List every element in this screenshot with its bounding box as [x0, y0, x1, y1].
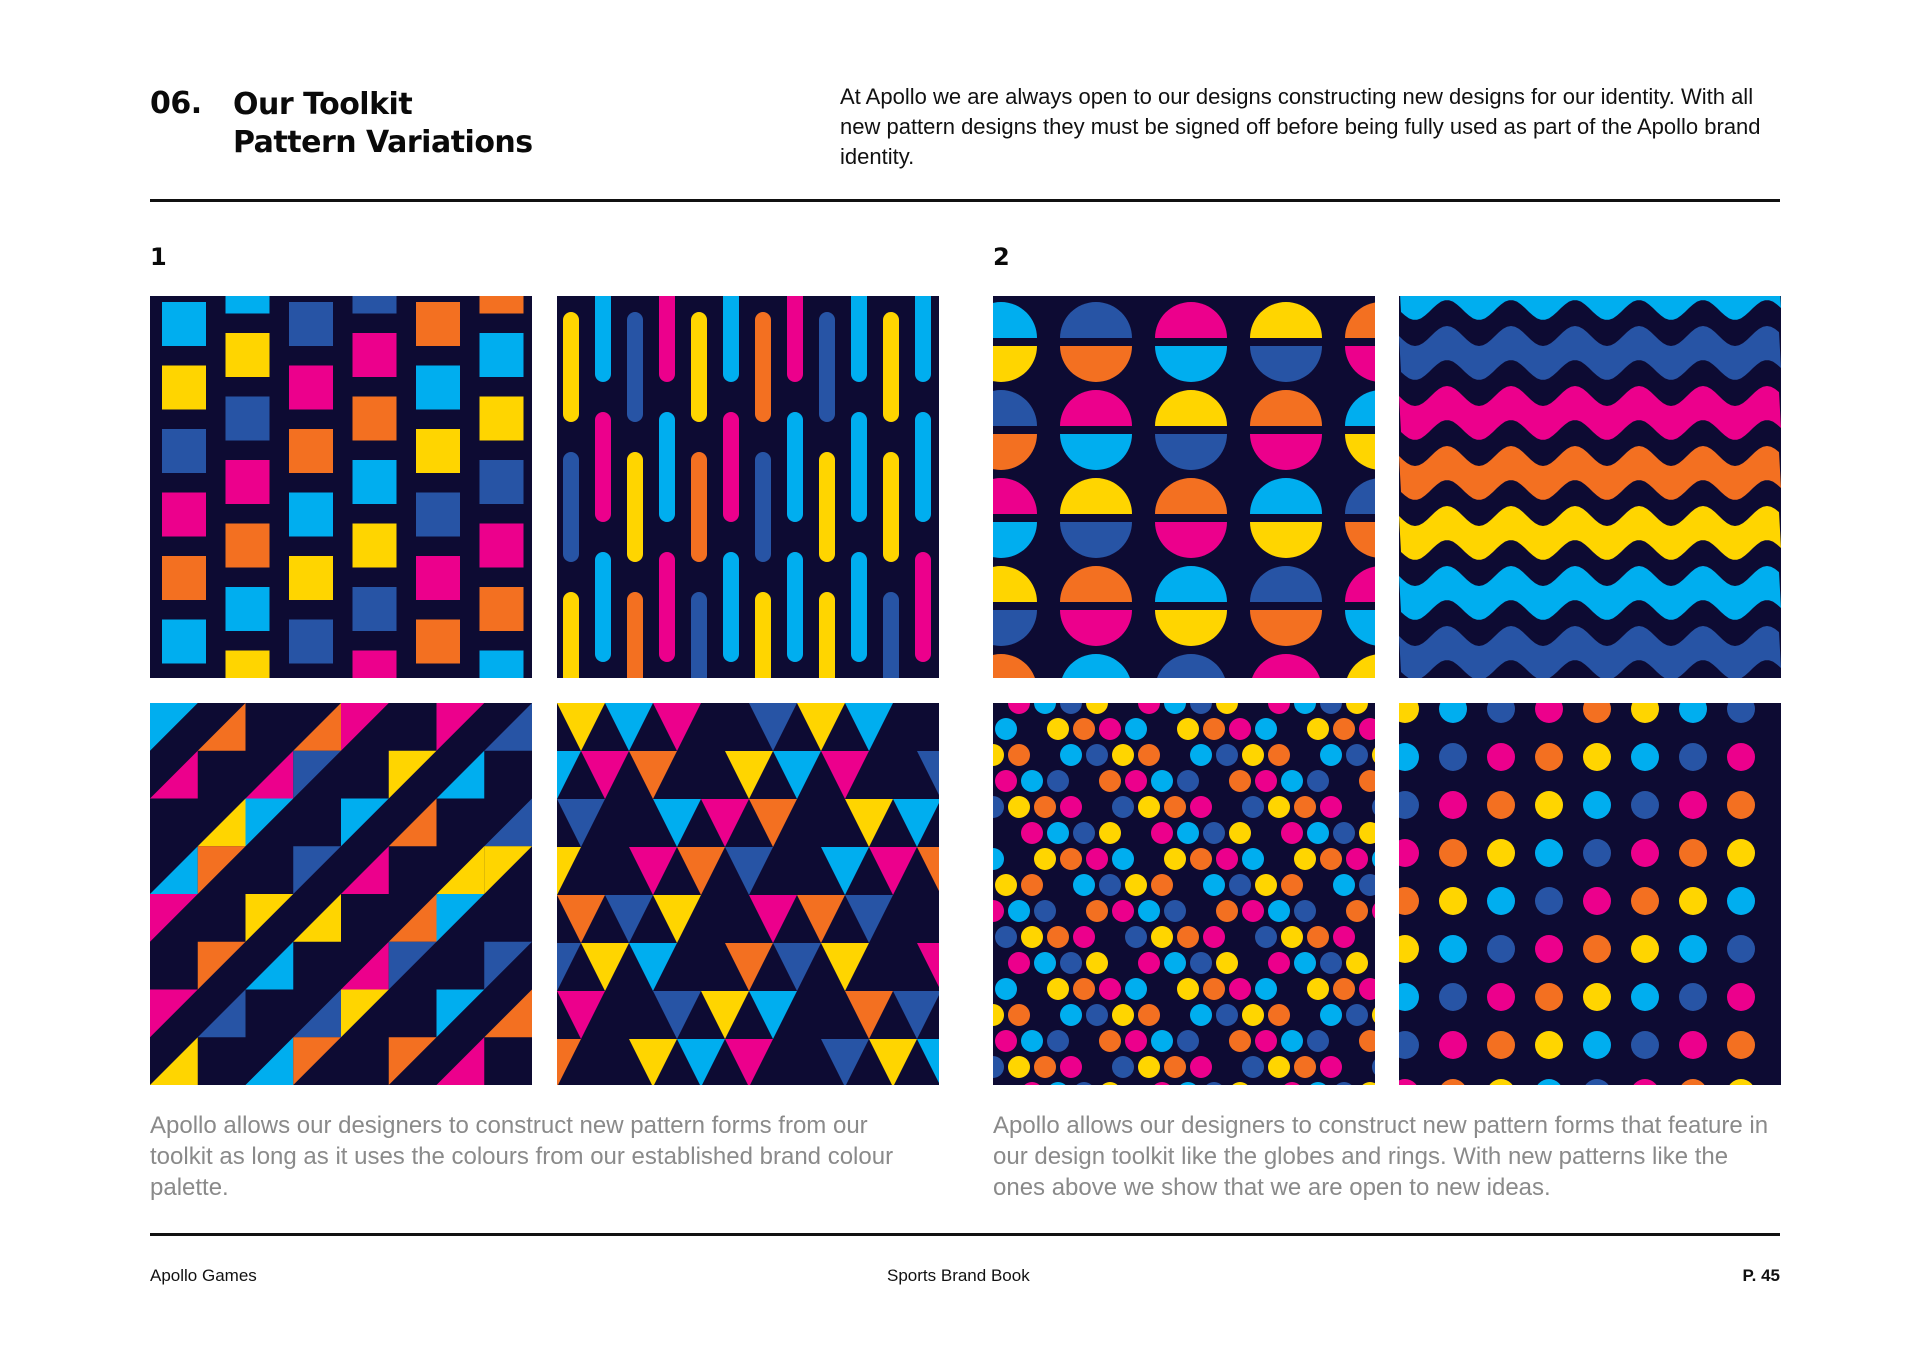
caption-group-1: Apollo allows our designers to construct new pattern forms from our toolkit as long as it uses the colours from our established brand colour palette. [150, 1112, 894, 1201]
pattern-graphic [557, 703, 939, 1085]
group-label-1: 1 [150, 243, 167, 271]
page-title-line-1: Our Toolkit [233, 87, 413, 122]
page-number: P. 45 [1742, 1266, 1780, 1285]
pattern-right-triangles [150, 703, 532, 1085]
group-label-2: 2 [993, 243, 1010, 271]
footer-brand: Apollo Games [150, 1266, 257, 1285]
pattern-scattered-dots [993, 703, 1375, 1085]
pattern-triangles [557, 703, 939, 1085]
pattern-graphic [1399, 296, 1781, 678]
pattern-graphic [1399, 703, 1781, 1085]
page-title-line-2: Pattern Variations [233, 125, 533, 160]
pattern-graphic [993, 296, 1375, 678]
pattern-semicircles [993, 296, 1375, 678]
pattern-grid-dots [1399, 703, 1781, 1085]
pattern-graphic [150, 703, 532, 1085]
footer-book-title: Sports Brand Book [887, 1266, 1030, 1285]
pattern-graphic [557, 296, 939, 678]
pattern-graphic [993, 703, 1375, 1085]
footer-divider [150, 1233, 1780, 1236]
intro-paragraph: At Apollo we are always open to our designs constructing new designs for our identity. With all new pattern designs they must be signed off before being fully used as part of the Apollo brand identity. [840, 84, 1761, 169]
pattern-waves [1399, 296, 1781, 678]
pattern-graphic [150, 296, 532, 678]
pattern-vertical-bars [557, 296, 939, 678]
page-title [233, 86, 533, 162]
pattern-squares [150, 296, 532, 678]
section-number: 06. [150, 86, 202, 121]
caption-group-2: Apollo allows our designers to construct new pattern forms that feature in our design toolkit like the globes and rings. With new patterns like the ones above we show that we are open to new ideas. [993, 1112, 1769, 1201]
header-divider [150, 199, 1780, 202]
